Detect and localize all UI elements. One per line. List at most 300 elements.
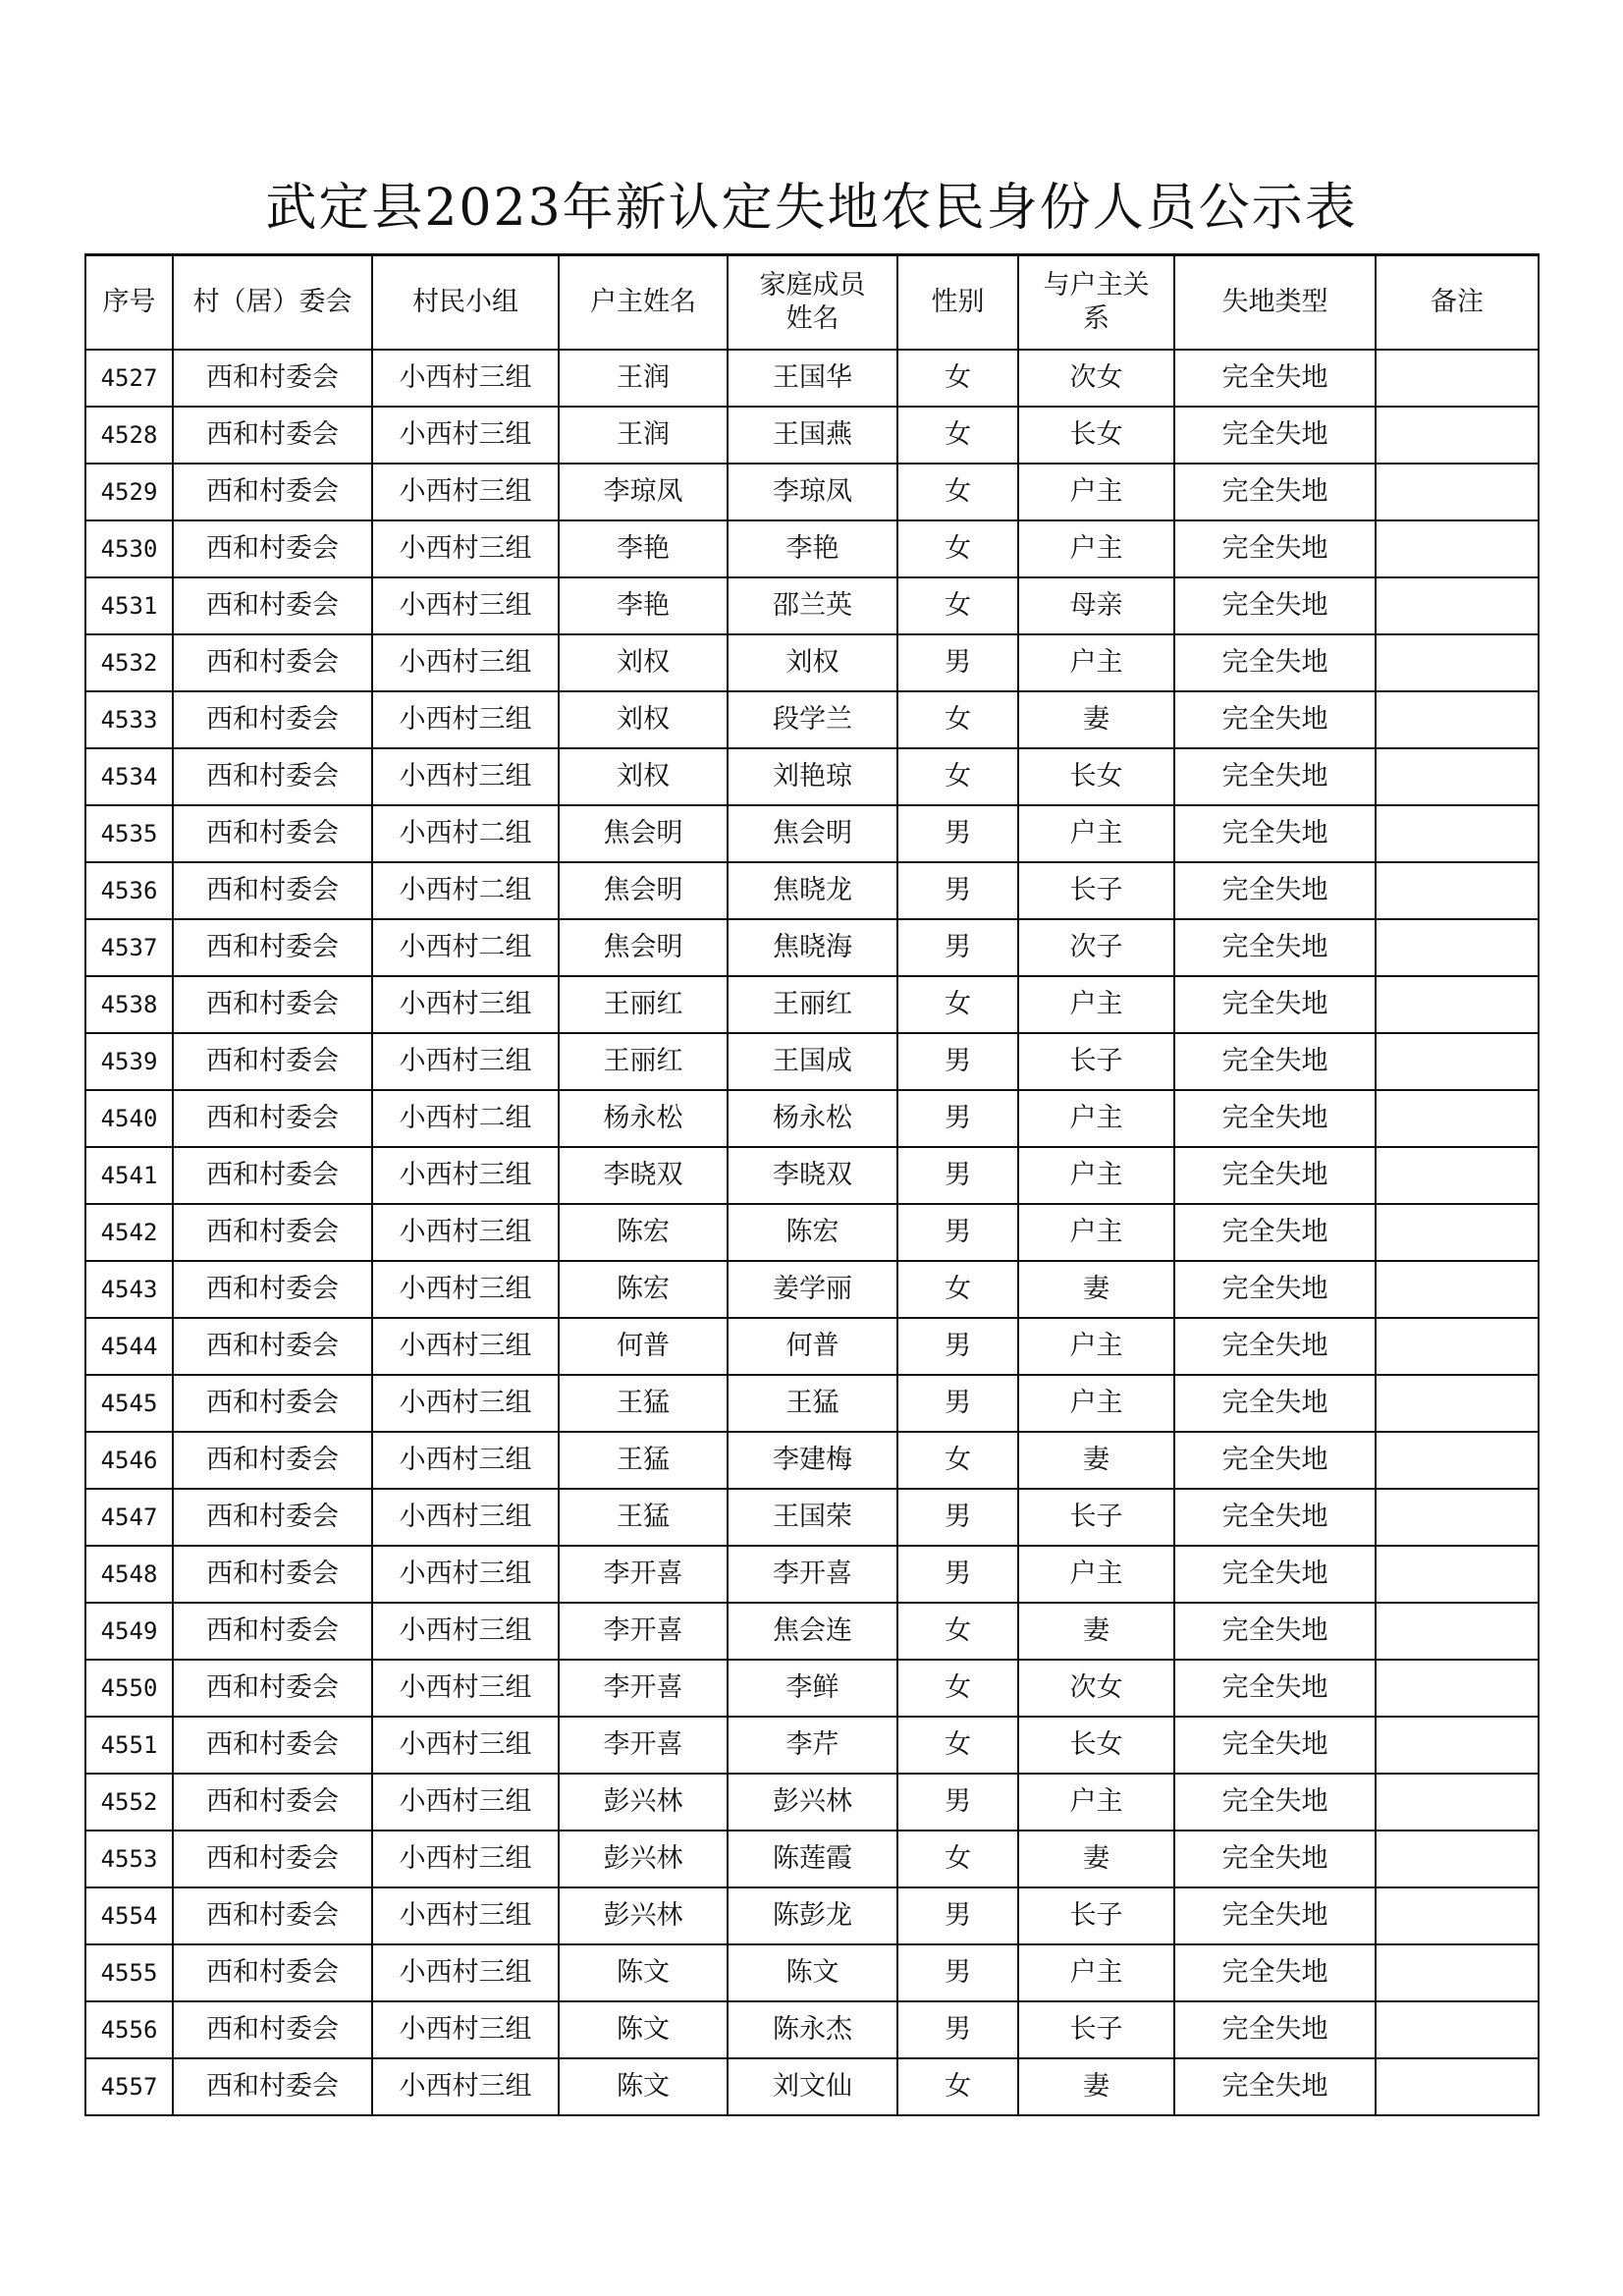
cell-remark <box>1376 2058 1539 2115</box>
header-type: 失地类型 <box>1174 255 1376 351</box>
cell-type: 完全失地 <box>1174 2001 1376 2058</box>
cell-committee: 西和村委会 <box>173 1204 372 1261</box>
cell-seq: 4545 <box>85 1375 173 1432</box>
cell-relation: 户主 <box>1018 1944 1174 2001</box>
cell-group: 小西村三组 <box>372 464 559 520</box>
header-member-line2: 姓名 <box>785 303 839 334</box>
cell-member: 邵兰英 <box>728 577 897 634</box>
cell-type: 完全失地 <box>1174 1033 1376 1090</box>
cell-seq: 4535 <box>85 805 173 862</box>
cell-remark <box>1376 748 1539 805</box>
cell-householder: 陈文 <box>559 2058 728 2115</box>
cell-remark <box>1376 1033 1539 1090</box>
cell-gender: 女 <box>897 1432 1018 1489</box>
cell-group: 小西村三组 <box>372 1660 559 1717</box>
cell-householder: 王润 <box>559 407 728 464</box>
cell-householder: 王猛 <box>559 1432 728 1489</box>
cell-seq: 4527 <box>85 350 173 407</box>
cell-householder: 王猛 <box>559 1375 728 1432</box>
cell-seq: 4541 <box>85 1147 173 1204</box>
cell-group: 小西村三组 <box>372 1147 559 1204</box>
table-row <box>85 634 1539 691</box>
cell-type: 完全失地 <box>1174 1660 1376 1717</box>
cell-seq: 4557 <box>85 2058 173 2115</box>
cell-remark <box>1376 1261 1539 1318</box>
cell-group: 小西村三组 <box>372 1261 559 1318</box>
cell-group: 小西村三组 <box>372 1717 559 1774</box>
cell-householder: 李艳 <box>559 577 728 634</box>
cell-seq: 4556 <box>85 2001 173 2058</box>
cell-relation: 长女 <box>1018 407 1174 464</box>
cell-remark <box>1376 1944 1539 2001</box>
cell-remark <box>1376 1887 1539 1944</box>
table-row <box>85 577 1539 634</box>
cell-relation: 妻 <box>1018 1831 1174 1887</box>
table-row <box>85 1204 1539 1261</box>
cell-member: 李建梅 <box>728 1432 897 1489</box>
cell-type: 完全失地 <box>1174 1603 1376 1660</box>
cell-seq: 4532 <box>85 634 173 691</box>
cell-group: 小西村三组 <box>372 1489 559 1546</box>
cell-committee: 西和村委会 <box>173 2001 372 2058</box>
cell-relation: 长女 <box>1018 748 1174 805</box>
table-row <box>85 919 1539 976</box>
cell-gender: 男 <box>897 1375 1018 1432</box>
cell-member: 何普 <box>728 1318 897 1375</box>
cell-group: 小西村三组 <box>372 407 559 464</box>
cell-committee: 西和村委会 <box>173 919 372 976</box>
cell-remark <box>1376 919 1539 976</box>
cell-member: 焦会明 <box>728 805 897 862</box>
cell-committee: 西和村委会 <box>173 1147 372 1204</box>
header-committee: 村（居）委会 <box>173 255 372 351</box>
cell-type: 完全失地 <box>1174 464 1376 520</box>
cell-remark <box>1376 407 1539 464</box>
table-row <box>85 2001 1539 2058</box>
cell-gender: 男 <box>897 1489 1018 1546</box>
cell-member: 焦晓龙 <box>728 862 897 919</box>
cell-relation: 次女 <box>1018 350 1174 407</box>
cell-type: 完全失地 <box>1174 407 1376 464</box>
cell-gender: 男 <box>897 1944 1018 2001</box>
cell-member: 李琼凤 <box>728 464 897 520</box>
cell-relation: 户主 <box>1018 634 1174 691</box>
cell-seq: 4536 <box>85 862 173 919</box>
table-row <box>85 1774 1539 1831</box>
cell-householder: 焦会明 <box>559 919 728 976</box>
cell-relation: 户主 <box>1018 1090 1174 1147</box>
cell-relation: 户主 <box>1018 1318 1174 1375</box>
cell-gender: 男 <box>897 1033 1018 1090</box>
cell-committee: 西和村委会 <box>173 1717 372 1774</box>
cell-member: 李晓双 <box>728 1147 897 1204</box>
table-row <box>85 1546 1539 1603</box>
cell-member: 陈文 <box>728 1944 897 2001</box>
cell-remark <box>1376 1489 1539 1546</box>
cell-committee: 西和村委会 <box>173 1546 372 1603</box>
cell-group: 小西村二组 <box>372 862 559 919</box>
cell-member: 彭兴林 <box>728 1774 897 1831</box>
cell-member: 焦晓海 <box>728 919 897 976</box>
header-relation-line2: 系 <box>1083 303 1109 334</box>
cell-type: 完全失地 <box>1174 1432 1376 1489</box>
cell-group: 小西村三组 <box>372 691 559 748</box>
cell-group: 小西村三组 <box>372 577 559 634</box>
table-row <box>85 1432 1539 1489</box>
cell-householder: 刘权 <box>559 634 728 691</box>
cell-remark <box>1376 1432 1539 1489</box>
header-relation <box>1018 255 1174 351</box>
cell-committee: 西和村委会 <box>173 691 372 748</box>
cell-type: 完全失地 <box>1174 748 1376 805</box>
cell-remark <box>1376 350 1539 407</box>
cell-relation: 长女 <box>1018 1717 1174 1774</box>
cell-gender: 男 <box>897 862 1018 919</box>
cell-member: 段学兰 <box>728 691 897 748</box>
table-row <box>85 1887 1539 1944</box>
cell-seq: 4552 <box>85 1774 173 1831</box>
cell-committee: 西和村委会 <box>173 2058 372 2115</box>
cell-gender: 男 <box>897 805 1018 862</box>
cell-type: 完全失地 <box>1174 2058 1376 2115</box>
cell-gender: 女 <box>897 1603 1018 1660</box>
header-remark: 备注 <box>1376 255 1539 351</box>
cell-relation: 户主 <box>1018 1546 1174 1603</box>
cell-householder: 陈宏 <box>559 1261 728 1318</box>
cell-seq: 4540 <box>85 1090 173 1147</box>
cell-group: 小西村二组 <box>372 805 559 862</box>
cell-relation: 户主 <box>1018 1774 1174 1831</box>
cell-type: 完全失地 <box>1174 976 1376 1033</box>
cell-committee: 西和村委会 <box>173 577 372 634</box>
cell-gender: 男 <box>897 634 1018 691</box>
cell-seq: 4534 <box>85 748 173 805</box>
cell-group: 小西村三组 <box>372 1432 559 1489</box>
cell-committee: 西和村委会 <box>173 1318 372 1375</box>
cell-remark <box>1376 634 1539 691</box>
cell-householder: 李晓双 <box>559 1147 728 1204</box>
cell-committee: 西和村委会 <box>173 976 372 1033</box>
header-member-line1: 家庭成员 <box>759 270 866 301</box>
cell-seq: 4551 <box>85 1717 173 1774</box>
table-row <box>85 862 1539 919</box>
cell-remark <box>1376 1831 1539 1887</box>
cell-remark <box>1376 1147 1539 1204</box>
cell-group: 小西村三组 <box>372 1831 559 1887</box>
cell-gender: 女 <box>897 520 1018 577</box>
cell-relation: 户主 <box>1018 520 1174 577</box>
cell-householder: 李艳 <box>559 520 728 577</box>
cell-remark <box>1376 2001 1539 2058</box>
cell-committee: 西和村委会 <box>173 1774 372 1831</box>
cell-seq: 4553 <box>85 1831 173 1887</box>
cell-committee: 西和村委会 <box>173 1887 372 1944</box>
cell-group: 小西村三组 <box>372 1033 559 1090</box>
cell-member: 陈宏 <box>728 1204 897 1261</box>
cell-gender: 男 <box>897 2001 1018 2058</box>
cell-group: 小西村三组 <box>372 1375 559 1432</box>
cell-seq: 4549 <box>85 1603 173 1660</box>
cell-householder: 杨永松 <box>559 1090 728 1147</box>
cell-type: 完全失地 <box>1174 1204 1376 1261</box>
cell-householder: 焦会明 <box>559 862 728 919</box>
cell-seq: 4542 <box>85 1204 173 1261</box>
cell-householder: 王润 <box>559 350 728 407</box>
cell-seq: 4554 <box>85 1887 173 1944</box>
header-seq: 序号 <box>85 255 173 351</box>
header-row <box>85 255 1539 351</box>
cell-group: 小西村二组 <box>372 919 559 976</box>
cell-committee: 西和村委会 <box>173 1660 372 1717</box>
cell-remark <box>1376 1603 1539 1660</box>
cell-type: 完全失地 <box>1174 634 1376 691</box>
cell-relation: 妻 <box>1018 1261 1174 1318</box>
cell-seq: 4546 <box>85 1432 173 1489</box>
table-row <box>85 1944 1539 2001</box>
cell-group: 小西村三组 <box>372 350 559 407</box>
cell-group: 小西村三组 <box>372 520 559 577</box>
cell-remark <box>1376 1774 1539 1831</box>
cell-group: 小西村三组 <box>372 1944 559 2001</box>
cell-remark <box>1376 691 1539 748</box>
cell-type: 完全失地 <box>1174 1318 1376 1375</box>
cell-remark <box>1376 1204 1539 1261</box>
cell-group: 小西村三组 <box>372 748 559 805</box>
roster-table <box>84 253 1540 2116</box>
cell-relation: 长子 <box>1018 1033 1174 1090</box>
cell-committee: 西和村委会 <box>173 407 372 464</box>
cell-householder: 李开喜 <box>559 1717 728 1774</box>
table-body <box>85 350 1539 2115</box>
header-householder: 户主姓名 <box>559 255 728 351</box>
table-row <box>85 1375 1539 1432</box>
cell-seq: 4555 <box>85 1944 173 2001</box>
cell-householder: 彭兴林 <box>559 1774 728 1831</box>
cell-gender: 男 <box>897 919 1018 976</box>
cell-group: 小西村三组 <box>372 1204 559 1261</box>
table-row <box>85 350 1539 407</box>
cell-committee: 西和村委会 <box>173 464 372 520</box>
cell-relation: 户主 <box>1018 1375 1174 1432</box>
cell-seq: 4530 <box>85 520 173 577</box>
cell-gender: 男 <box>897 1147 1018 1204</box>
cell-householder: 李开喜 <box>559 1660 728 1717</box>
cell-type: 完全失地 <box>1174 1261 1376 1318</box>
cell-householder: 陈文 <box>559 2001 728 2058</box>
cell-committee: 西和村委会 <box>173 634 372 691</box>
cell-member: 杨永松 <box>728 1090 897 1147</box>
cell-relation: 户主 <box>1018 464 1174 520</box>
cell-householder: 何普 <box>559 1318 728 1375</box>
cell-gender: 男 <box>897 1546 1018 1603</box>
cell-type: 完全失地 <box>1174 862 1376 919</box>
cell-householder: 李开喜 <box>559 1546 728 1603</box>
cell-gender: 女 <box>897 748 1018 805</box>
cell-relation: 长子 <box>1018 2001 1174 2058</box>
table-row <box>85 1831 1539 1887</box>
cell-remark <box>1376 1546 1539 1603</box>
cell-committee: 西和村委会 <box>173 1831 372 1887</box>
cell-relation: 长子 <box>1018 862 1174 919</box>
cell-gender: 女 <box>897 350 1018 407</box>
cell-remark <box>1376 520 1539 577</box>
cell-type: 完全失地 <box>1174 691 1376 748</box>
cell-member: 陈莲霞 <box>728 1831 897 1887</box>
cell-type: 完全失地 <box>1174 1546 1376 1603</box>
cell-gender: 女 <box>897 1717 1018 1774</box>
cell-group: 小西村三组 <box>372 1546 559 1603</box>
cell-type: 完全失地 <box>1174 1489 1376 1546</box>
cell-committee: 西和村委会 <box>173 520 372 577</box>
cell-committee: 西和村委会 <box>173 1090 372 1147</box>
cell-householder: 刘权 <box>559 691 728 748</box>
cell-householder: 陈宏 <box>559 1204 728 1261</box>
table-row <box>85 1090 1539 1147</box>
table-row <box>85 1603 1539 1660</box>
cell-group: 小西村三组 <box>372 1603 559 1660</box>
cell-member: 陈彭龙 <box>728 1887 897 1944</box>
cell-group: 小西村三组 <box>372 1887 559 1944</box>
cell-member: 刘艳琼 <box>728 748 897 805</box>
cell-committee: 西和村委会 <box>173 350 372 407</box>
cell-member: 王猛 <box>728 1375 897 1432</box>
cell-type: 完全失地 <box>1174 1717 1376 1774</box>
table-row <box>85 2058 1539 2115</box>
cell-gender: 男 <box>897 1887 1018 1944</box>
cell-relation: 户主 <box>1018 1204 1174 1261</box>
cell-type: 完全失地 <box>1174 1375 1376 1432</box>
header-gender: 性别 <box>897 255 1018 351</box>
cell-seq: 4539 <box>85 1033 173 1090</box>
cell-committee: 西和村委会 <box>173 805 372 862</box>
cell-householder: 王丽红 <box>559 1033 728 1090</box>
cell-relation: 次女 <box>1018 1660 1174 1717</box>
table-row <box>85 805 1539 862</box>
table-row <box>85 748 1539 805</box>
cell-relation: 户主 <box>1018 976 1174 1033</box>
table-row <box>85 1261 1539 1318</box>
cell-type: 完全失地 <box>1174 1090 1376 1147</box>
cell-householder: 王丽红 <box>559 976 728 1033</box>
cell-member: 李艳 <box>728 520 897 577</box>
cell-remark <box>1376 1375 1539 1432</box>
cell-gender: 女 <box>897 976 1018 1033</box>
cell-gender: 女 <box>897 1831 1018 1887</box>
cell-type: 完全失地 <box>1174 1147 1376 1204</box>
cell-group: 小西村三组 <box>372 2001 559 2058</box>
cell-relation: 户主 <box>1018 805 1174 862</box>
cell-remark <box>1376 464 1539 520</box>
cell-type: 完全失地 <box>1174 1831 1376 1887</box>
cell-gender: 女 <box>897 691 1018 748</box>
cell-seq: 4548 <box>85 1546 173 1603</box>
cell-gender: 男 <box>897 1774 1018 1831</box>
table-row <box>85 1489 1539 1546</box>
cell-householder: 李琼凤 <box>559 464 728 520</box>
cell-remark <box>1376 1717 1539 1774</box>
cell-committee: 西和村委会 <box>173 1432 372 1489</box>
cell-seq: 4547 <box>85 1489 173 1546</box>
cell-gender: 女 <box>897 407 1018 464</box>
cell-member: 李芹 <box>728 1717 897 1774</box>
cell-gender: 男 <box>897 1090 1018 1147</box>
cell-committee: 西和村委会 <box>173 862 372 919</box>
cell-gender: 男 <box>897 1204 1018 1261</box>
table-row <box>85 464 1539 520</box>
cell-relation: 次子 <box>1018 919 1174 976</box>
cell-group: 小西村三组 <box>372 2058 559 2115</box>
cell-type: 完全失地 <box>1174 1944 1376 2001</box>
cell-remark <box>1376 805 1539 862</box>
header-group: 村民小组 <box>372 255 559 351</box>
header-member <box>728 255 897 351</box>
cell-seq: 4533 <box>85 691 173 748</box>
table-header <box>85 255 1539 351</box>
cell-member: 王国成 <box>728 1033 897 1090</box>
cell-gender: 女 <box>897 577 1018 634</box>
cell-group: 小西村三组 <box>372 1774 559 1831</box>
cell-remark <box>1376 976 1539 1033</box>
cell-remark <box>1376 577 1539 634</box>
cell-relation: 妻 <box>1018 1432 1174 1489</box>
cell-gender: 女 <box>897 2058 1018 2115</box>
cell-member: 李开喜 <box>728 1546 897 1603</box>
cell-remark <box>1376 1660 1539 1717</box>
cell-gender: 男 <box>897 1318 1018 1375</box>
cell-member: 王国华 <box>728 350 897 407</box>
cell-gender: 女 <box>897 464 1018 520</box>
cell-member: 李鲜 <box>728 1660 897 1717</box>
cell-committee: 西和村委会 <box>173 1489 372 1546</box>
cell-relation: 长子 <box>1018 1489 1174 1546</box>
cell-member: 王国荣 <box>728 1489 897 1546</box>
cell-seq: 4543 <box>85 1261 173 1318</box>
cell-type: 完全失地 <box>1174 919 1376 976</box>
page-title: 武定县2023年新认定失地农民身份人员公示表 <box>265 179 1358 238</box>
cell-committee: 西和村委会 <box>173 1261 372 1318</box>
cell-committee: 西和村委会 <box>173 1033 372 1090</box>
cell-relation: 母亲 <box>1018 577 1174 634</box>
cell-seq: 4538 <box>85 976 173 1033</box>
cell-relation: 长子 <box>1018 1887 1174 1944</box>
cell-committee: 西和村委会 <box>173 1944 372 2001</box>
cell-type: 完全失地 <box>1174 805 1376 862</box>
table-row <box>85 1660 1539 1717</box>
cell-relation: 户主 <box>1018 1147 1174 1204</box>
cell-group: 小西村二组 <box>372 1090 559 1147</box>
cell-committee: 西和村委会 <box>173 748 372 805</box>
cell-type: 完全失地 <box>1174 350 1376 407</box>
cell-gender: 女 <box>897 1660 1018 1717</box>
cell-committee: 西和村委会 <box>173 1603 372 1660</box>
table-row <box>85 1717 1539 1774</box>
cell-householder: 刘权 <box>559 748 728 805</box>
cell-member: 王丽红 <box>728 976 897 1033</box>
table-row <box>85 520 1539 577</box>
cell-type: 完全失地 <box>1174 520 1376 577</box>
cell-relation: 妻 <box>1018 2058 1174 2115</box>
table-row <box>85 407 1539 464</box>
cell-seq: 4537 <box>85 919 173 976</box>
cell-committee: 西和村委会 <box>173 1375 372 1432</box>
cell-member: 王国燕 <box>728 407 897 464</box>
cell-householder: 彭兴林 <box>559 1887 728 1944</box>
cell-seq: 4528 <box>85 407 173 464</box>
cell-relation: 妻 <box>1018 691 1174 748</box>
cell-remark <box>1376 1318 1539 1375</box>
cell-type: 完全失地 <box>1174 577 1376 634</box>
cell-group: 小西村三组 <box>372 1318 559 1375</box>
